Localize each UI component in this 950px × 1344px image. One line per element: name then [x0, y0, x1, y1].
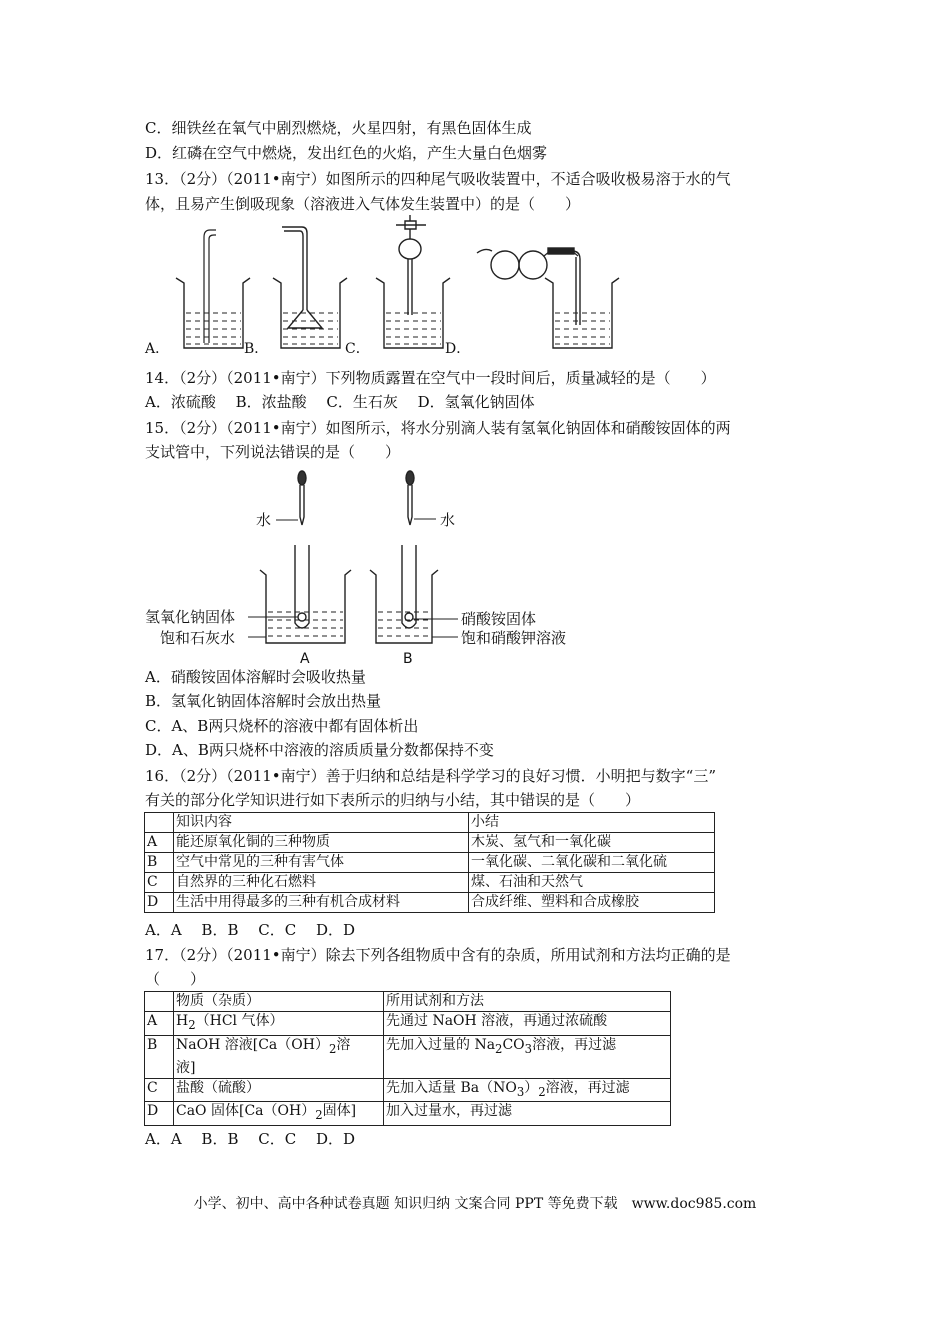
table-cell: 加入过量水，再过滤	[384, 1102, 671, 1126]
table-cell	[145, 813, 174, 833]
q15-label-beaker-b: B	[403, 651, 413, 667]
table-header-method: 所用试剂和方法	[384, 992, 671, 1012]
subscript: 2	[188, 1017, 196, 1032]
q12-option-d: D．红磷在空气中燃烧，发出红色的火焰，产生大量白色烟雾	[145, 144, 548, 162]
table-cell: 空气中常见的三种有害气体	[174, 853, 469, 873]
table-cell: 合成纤维、塑料和合成橡胶	[469, 893, 715, 913]
q13-label-a: A．	[145, 341, 170, 357]
text-run: ）	[524, 1079, 539, 1096]
table-cell: 生活中用得最多的三种有机合成材料	[174, 893, 469, 913]
table-row	[145, 853, 715, 873]
table-row	[145, 1035, 671, 1078]
table-header-row	[145, 992, 671, 1012]
table-cell: A	[145, 833, 174, 853]
q13-apparatus-figure	[140, 215, 620, 360]
table-cell	[174, 1012, 384, 1036]
table-cell: 自然界的三种化石燃料	[174, 873, 469, 893]
table-cell: 盐酸（硫酸）	[174, 1078, 384, 1102]
q17-stem-line1: 17．（2分）（2011•南宁）除去下列各组物质中含有的杂质，所用试剂和方法均正确的是	[145, 946, 731, 964]
q17-options: A．A B．B C．C D．D	[145, 1130, 356, 1148]
table-cell: C	[145, 1078, 174, 1102]
table-header-row	[145, 813, 715, 833]
q13-label-c: C．	[345, 341, 370, 357]
q13-stem-line2: 体，且易产生倒吸现象（溶液进入气体发生装置中）的是（ ）	[145, 195, 581, 213]
q13-stem-line1: 13．（2分）（2011•南宁）如图所示的四种尾气吸收装置中，不适合吸收极易溶于水的气	[145, 170, 731, 188]
q15-option-a: A．硝酸铵固体溶解时会吸收热量	[145, 668, 366, 686]
subscript: 2	[495, 1041, 503, 1056]
q13-label-b: B．	[244, 341, 269, 357]
subscript: 2	[315, 1108, 323, 1123]
table-cell: D	[145, 893, 174, 913]
table-row	[145, 893, 715, 913]
table-cell	[384, 1035, 671, 1078]
q16-options: A．A B．B C．C D．D	[145, 921, 356, 939]
q15-label-limewater: 饱和石灰水	[160, 629, 236, 647]
q13-apparatus-a	[176, 230, 250, 348]
table-header-summary: 小结	[469, 813, 715, 833]
text-run: 液]	[176, 1059, 196, 1076]
text-run: 先加入适量 Ba（NO	[386, 1079, 517, 1096]
q15-stem-line2: 支试管中，下列说法错误的是（ ）	[145, 443, 401, 461]
table-cell: 木炭、氢气和一氧化碳	[469, 833, 715, 853]
q13-apparatus-d	[477, 248, 619, 348]
table-cell: C	[145, 873, 174, 893]
q15-label-nh4no3: 硝酸铵固体	[461, 610, 537, 628]
q15-option-c: C．A、B两只烧杯的溶液中都有固体析出	[145, 717, 419, 735]
q14-stem: 14．（2分）（2011•南宁）下列物质露置在空气中一段时间后，质量减轻的是（ ）	[145, 369, 716, 387]
q15-dissolving-figure	[140, 465, 600, 668]
q13-label-d: D．	[445, 341, 471, 357]
text-run: H	[176, 1013, 189, 1029]
table-row	[145, 833, 715, 853]
table-cell	[174, 1035, 384, 1078]
q15-option-b: B．氢氧化钠固体溶解时会放出热量	[145, 692, 382, 710]
q15-label-beaker-a: A	[300, 651, 310, 667]
subscript: 3	[516, 1084, 525, 1099]
q16-table	[144, 812, 715, 913]
q12-option-c: C．细铁丝在氧气中剧烈燃烧，火星四射，有黑色固体生成	[145, 119, 532, 137]
q14-options: A．浓硫酸 B．浓盐酸 C．生石灰 D．氢氧化钠固体	[145, 393, 535, 411]
text-run: 溶液，再过滤	[532, 1036, 617, 1053]
q15-option-d: D．A、B两只烧杯中溶液的溶质质量分数都保持不变	[145, 741, 494, 759]
table-header-content: 知识内容	[174, 813, 469, 833]
table-row	[145, 873, 715, 893]
table-cell	[174, 1102, 384, 1126]
table-row	[145, 1012, 671, 1036]
q15-label-water-left: 水	[256, 511, 272, 529]
table-cell: A	[145, 1012, 174, 1036]
text-run: （HCl 气体）	[195, 1013, 284, 1029]
table-cell: B	[145, 1035, 174, 1078]
table-cell: 能还原氧化铜的三种物质	[174, 833, 469, 853]
subscript: 2	[538, 1084, 546, 1099]
text-run: 溶	[336, 1036, 351, 1053]
subscript: 3	[524, 1041, 533, 1056]
table-cell: 先通过 NaOH 溶液，再通过浓硫酸	[384, 1012, 671, 1036]
q17-table	[144, 991, 671, 1126]
q13-apparatus-c	[376, 215, 450, 348]
table-cell	[384, 1078, 671, 1102]
q16-stem-line2: 有关的部分化学知识进行如下表所示的归纳与小结，其中错误的是（ ）	[145, 791, 641, 809]
table-cell: B	[145, 853, 174, 873]
table-row	[145, 1102, 671, 1126]
subscript: 2	[328, 1041, 337, 1056]
text-run: 先加入过量的 Na	[386, 1036, 496, 1053]
table-cell: D	[145, 1102, 174, 1126]
table-cell: 一氧化碳、二氧化碳和二氧化硫	[469, 853, 715, 873]
text-run: 溶液，再过滤	[545, 1079, 630, 1096]
table-row	[145, 1078, 671, 1102]
q13-apparatus-b	[273, 227, 347, 348]
q15-label-kno3: 饱和硝酸钾溶液	[461, 629, 567, 647]
q17-stem-line2: （ ）	[145, 970, 206, 988]
text-run: CaO 固体[Ca（OH）	[176, 1103, 316, 1120]
table-cell: 煤、石油和天然气	[469, 873, 715, 893]
text-run: CO	[502, 1036, 525, 1053]
q16-stem-line1: 16．（2分）（2011•南宁）善于归纳和总结是科学学习的良好习惯．小明把与数字“三”	[145, 767, 716, 785]
q15-label-naoh: 氢氧化钠固体	[145, 608, 236, 626]
table-header-substance: 物质（杂质）	[174, 992, 384, 1012]
text-run: 固体]	[322, 1103, 357, 1120]
text-run: NaOH 溶液[Ca（OH）	[176, 1036, 329, 1053]
q15-label-water-right: 水	[440, 511, 456, 529]
table-cell	[145, 992, 174, 1012]
page-footer: 小学、初中、高中各种试卷真题 知识归纳 文案合同 PPT 等免费下载 www.doc985.com	[193, 1196, 757, 1212]
q15-stem-line1: 15．（2分）（2011•南宁）如图所示，将水分别滴人装有氢氧化钠固体和硝酸铵固体的两	[145, 419, 731, 437]
